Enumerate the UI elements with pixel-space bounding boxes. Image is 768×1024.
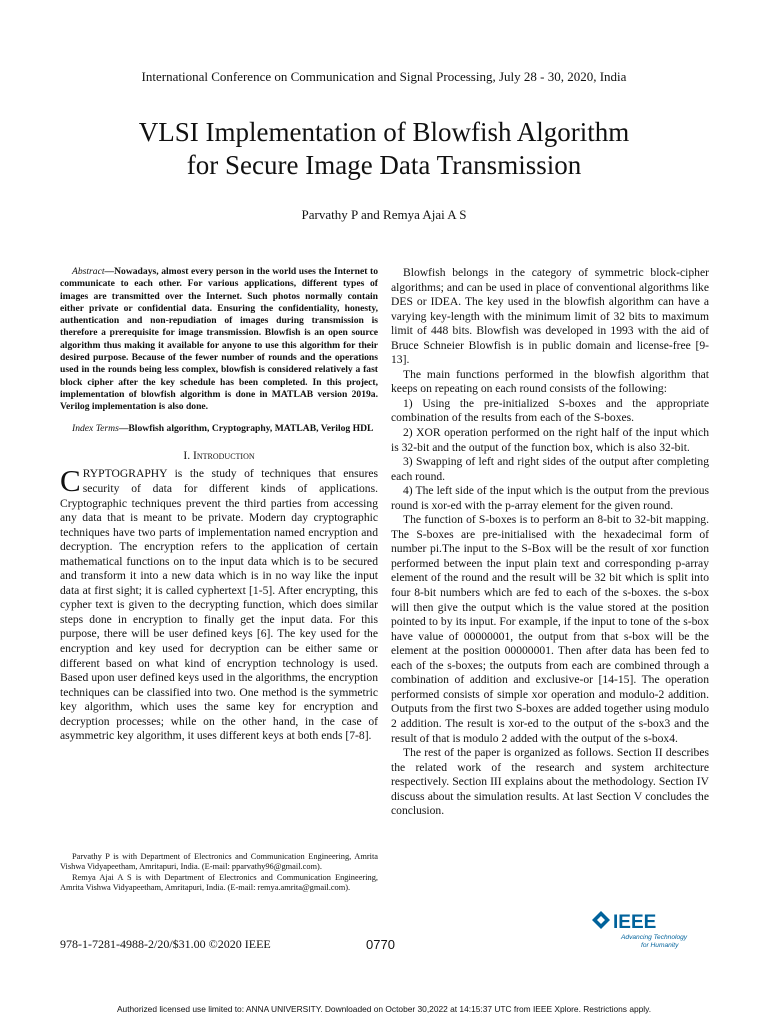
paragraph-organization: The rest of the paper is organized as follows. Section II describes the related work of the research and system architecture respectively. Section III explains about the methodology. Section IV discuss about the simulation results. At last Section V concludes the conclusion. — [391, 746, 709, 818]
author-footnotes — [60, 852, 378, 894]
paper-title — [60, 116, 708, 182]
conference-header: International Conference on Communication and Signal Processing, July 28 - 30, 2020, India — [141, 69, 627, 84]
ieee-logo-text: IEEE — [613, 912, 657, 933]
list-item-1: 1) Using the pre-initialized S-boxes and the appropriate combination of the results from each of the S-boxes. — [391, 396, 709, 425]
index-terms — [60, 423, 378, 435]
paper-title-line-1: VLSI Implementation of Blowfish Algorithm — [138, 117, 630, 147]
license-notice: Authorized licensed use limited to: ANNA UNIVERSITY. Downloaded on October 30,2022 at 14:15:37 UTC from IEEE Xplore. Restrictions apply. — [116, 1004, 652, 1014]
list-item-2: 2) XOR operation performed on the right half of the input which is 32-bit and the output of the function box, which is also 32-bit. — [391, 426, 709, 454]
abstract-lead: Abstract — [72, 266, 105, 277]
list-item-4: 4) The left side of the input which is the output from the previous round is xor-ed with the p-array element for the given round. — [391, 484, 709, 512]
paragraph-blowfish-overview: Blowfish belongs in the category of symmetric block-cipher algorithms; and can be used in place of conventional algorithms like DES or IDEA. The key used in the blowfish algorithm can have a varying key-length with the minimum limit of 32 bits to maximum limit of 448 bits. Blowfish was developed in 1993 with the aid of Bruce Schneier Blowfish is in public domain and license-free [9-13]. — [391, 266, 709, 367]
page-number: 0770 — [366, 937, 395, 952]
paragraph-main-functions: The main functions performed in the blowfish algorithm that keeps on repeating on each round consists of the following: — [391, 367, 709, 396]
section-title: Introduction — [193, 448, 255, 462]
list-item-3: 3) Swapping of left and right sides of the output after completing each round. — [391, 455, 709, 483]
left-column — [60, 266, 378, 744]
ieee-tagline-2: for Humanity — [641, 942, 679, 949]
footnote-2: Remya Ajai A S is with Department of Electronics and Communication Engineering, Amrita Vishwa Vidyapeetham, Amritapuri, India. (E-mail: remya.amrita@gmail.com). — [60, 872, 378, 893]
paragraph-s-boxes: The function of S-boxes is to perform an 8-bit to 32-bit mapping. The S-boxes are pre-initialised with the hexadecimal form of number pi.The input to the S-Box will be the result of xor function performed between the input plain text and corresponding p-array element of the round and the result will be 32 bit which is split into four 8-bit numbers which are fed to each of the s-boxes. the s-box will then give the output which is the value stored at the position pointed to by its input. For example, if the input to tone of the s-box have value of 00000001, the output from that s-box will be the element at the position 00000001. Then after data has been fed to each of the s-boxes; the outputs from each are combined through a combination of addition and exclusive-or [14-15]. The operation performed consists of simple xor operation and modulo-2 addition. Outputs from the first two S-boxes are added together using modulo 2 addition. The result is xor-ed to the output of the s-box3 and the result of that is modulo 2 added with the output of the s-box4. — [391, 513, 709, 745]
right-column — [391, 266, 709, 819]
ieee-tagline-1: Advancing Technology — [621, 934, 688, 941]
ieee-diamond-icon — [592, 911, 610, 929]
isbn-copyright: 978-1-7281-4988-2/20/$31.00 ©2020 IEEE — [60, 937, 271, 951]
abstract — [60, 266, 378, 414]
index-terms-lead: Index Terms — [72, 422, 119, 434]
intro-text: RYPTOGRAPHY is the study of techniques that ensures security of data for different kinds of applications. Cryptographic techniques prevent the third parties from accessing any data that is meant to be private. Modern day cryptographic techniques have two parts of implementation named encryption and decryption. The encryption refers to the application of certain mathematical functions on to the input data which is to be secured and transform it into a new data which is in no way like the input data at first sight; it is called cyphertext [1-5]. After encrypting, this cypher text is given to the decrypting function, which does similar steps done in encryption to finally get the input data. For this purpose, there will be user defined keys [6]. The key used for the encryption and key used for decryption can be either same or different based on what kind of encryption technology is used. Based upon user defined keys used in the algorithms, the encryption techniques can be classified into two. One method is the symmetric key algorithm, which uses the same key for encryption and decryption processes; while on the other hand, in the case of asymmetric key algorithm, it uses different keys at both ends [7-8]. — [60, 467, 378, 743]
section-heading-introduction — [60, 449, 378, 464]
index-terms-text: —Blowfish algorithm, Cryptography, MATLAB, Verilog HDL — [118, 422, 374, 434]
paper-title-line-2: for Secure Image Data Transmission — [186, 150, 582, 180]
section-number: I. — [183, 448, 191, 462]
ieee-logo — [591, 909, 711, 951]
footnote-1: Parvathy P is with Department of Electronics and Communication Engineering, Amrita Vishwa Vidyapeetham, Amritapuri, India. (E-mail: pparvathy96@gmail.com). — [60, 852, 378, 872]
intro-paragraph — [60, 463, 378, 743]
drop-cap: C — [60, 463, 81, 499]
abstract-text: —Nowadays, almost every person in the world uses the Internet to communicate to each other. For various applications, different types of images are transmitted over the Internet. Such photos normally contain either private or confidential data. Ensuring the confidentiality, honesty, authentication and non-repudiation of images during transmission is therefore a prerequisite for image transmission. Blowfish is an open source algorithm thus making it available for anyone to use this algorithm for their desired purpose. Because of the fewer number of rounds and the operations used in the rounds being less complex, blowfish is considered relatively a fast block cipher after the key schedule has been completed. In this project, implementation of blowfish algorithm is done in MATLAB version 2019a. Verilog implementation is also done. — [60, 266, 378, 413]
authors: Parvathy P and Remya Ajai A S — [301, 207, 467, 222]
